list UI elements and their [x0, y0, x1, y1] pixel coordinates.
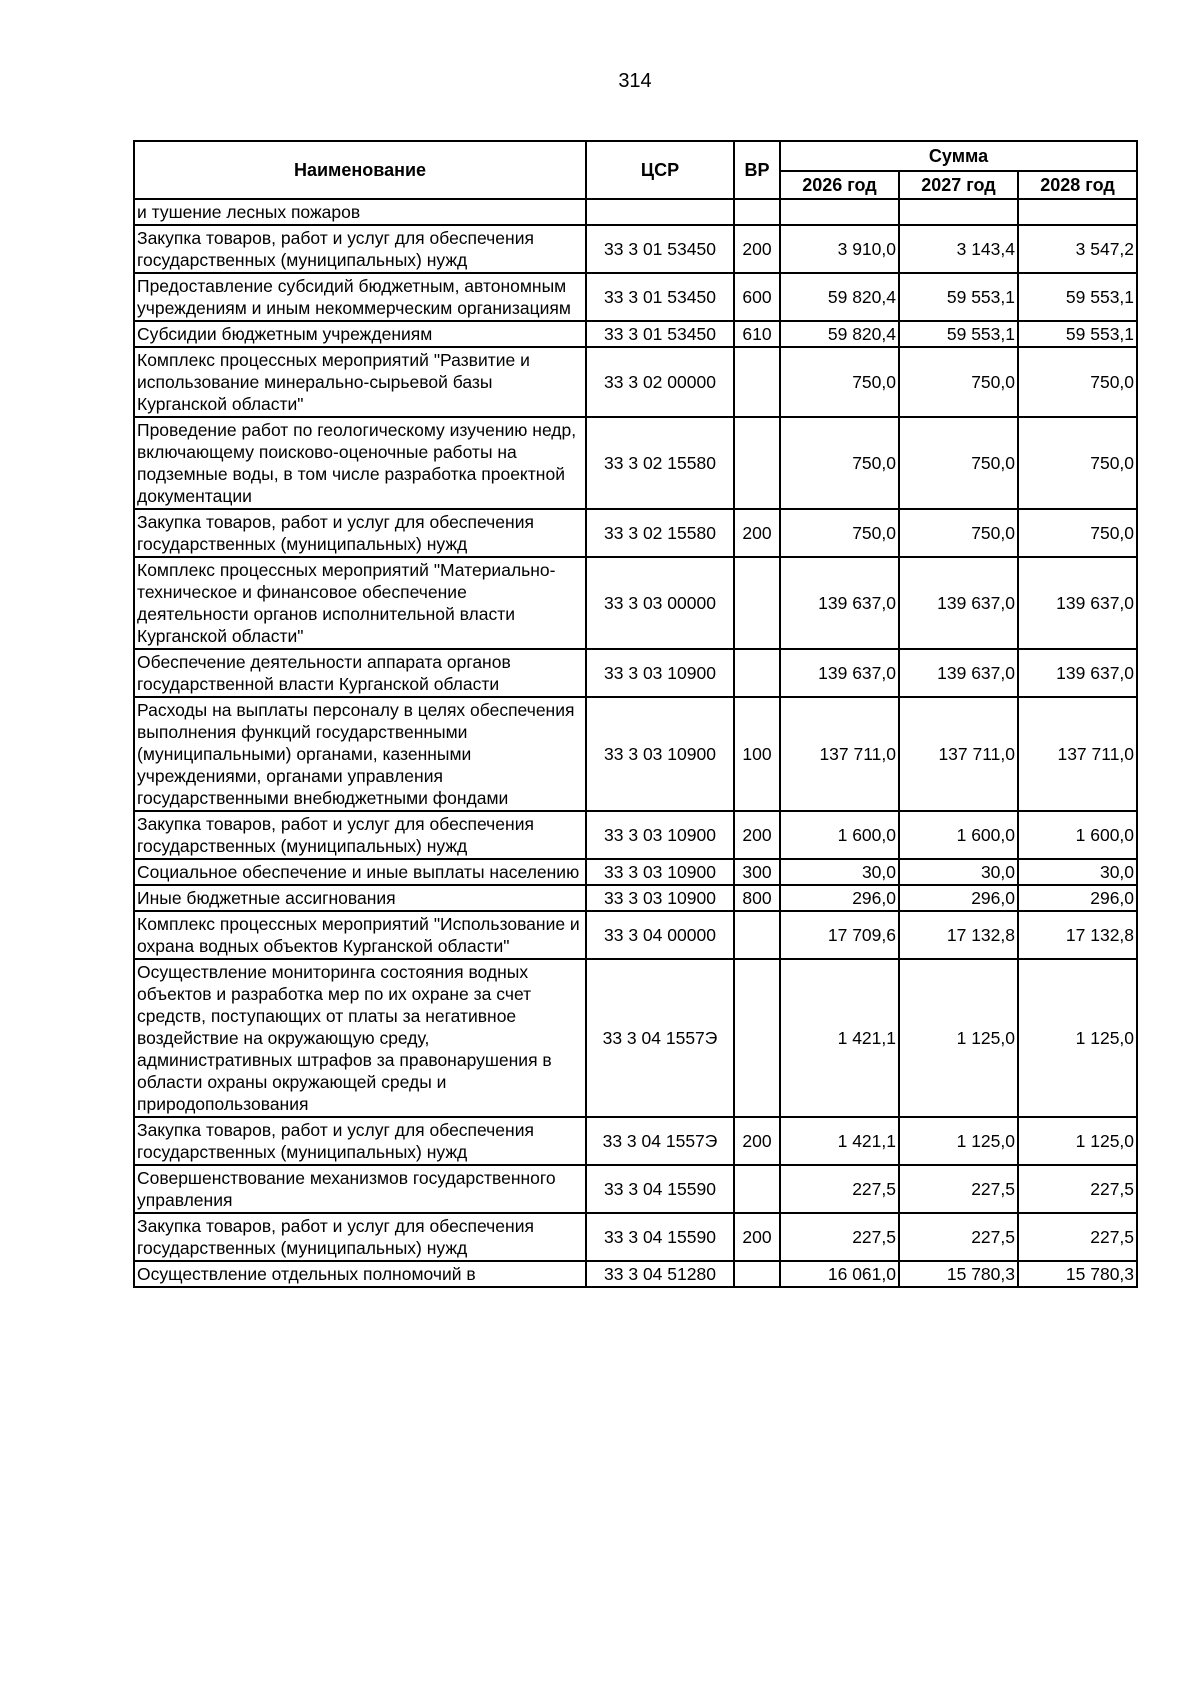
cell-vr — [734, 911, 780, 959]
cell-name: Закупка товаров, работ и услуг для обеспечения государственных (муниципальных) нужд — [134, 811, 586, 859]
cell-vr: 610 — [734, 321, 780, 347]
cell-2028: 1 125,0 — [1018, 959, 1137, 1117]
cell-vr: 200 — [734, 509, 780, 557]
cell-name: Совершенствование механизмов государственного управления — [134, 1165, 586, 1213]
cell-name: Проведение работ по геологическому изучению недр, включающему поисково-оценочные работы на подземные воды, в том числе разработка проектной документации — [134, 417, 586, 509]
cell-vr: 600 — [734, 273, 780, 321]
cell-2026: 139 637,0 — [780, 649, 899, 697]
table-row — [134, 1165, 1137, 1213]
cell-csr: 33 3 04 15590 — [586, 1165, 734, 1213]
cell-2028: 59 553,1 — [1018, 321, 1137, 347]
cell-2027: 59 553,1 — [899, 321, 1018, 347]
cell-vr — [734, 1261, 780, 1287]
cell-2026: 3 910,0 — [780, 225, 899, 273]
table-row — [134, 959, 1137, 1117]
cell-name: Комплекс процессных мероприятий "Развитие и использование минерально-сырьевой базы Курганской области" — [134, 347, 586, 417]
cell-2026: 59 820,4 — [780, 321, 899, 347]
cell-2027: 139 637,0 — [899, 649, 1018, 697]
cell-2027: 59 553,1 — [899, 273, 1018, 321]
cell-vr: 800 — [734, 885, 780, 911]
cell-2027: 1 125,0 — [899, 1117, 1018, 1165]
cell-csr: 33 3 04 15590 — [586, 1213, 734, 1261]
cell-csr: 33 3 03 00000 — [586, 557, 734, 649]
cell-2028: 15 780,3 — [1018, 1261, 1137, 1287]
cell-2027: 30,0 — [899, 859, 1018, 885]
cell-name: Субсидии бюджетным учреждениям — [134, 321, 586, 347]
cell-2026: 59 820,4 — [780, 273, 899, 321]
cell-vr — [734, 649, 780, 697]
cell-2027: 15 780,3 — [899, 1261, 1018, 1287]
cell-2028: 296,0 — [1018, 885, 1137, 911]
cell-csr: 33 3 04 00000 — [586, 911, 734, 959]
cell-name: Обеспечение деятельности аппарата органов государственной власти Курганской области — [134, 649, 586, 697]
header-year-2026: 2026 год — [780, 171, 899, 199]
cell-csr: 33 3 03 10900 — [586, 885, 734, 911]
cell-vr — [734, 557, 780, 649]
cell-name: Закупка товаров, работ и услуг для обеспечения государственных (муниципальных) нужд — [134, 509, 586, 557]
cell-csr: 33 3 03 10900 — [586, 859, 734, 885]
table-header — [134, 141, 1137, 199]
table-row — [134, 885, 1137, 911]
header-csr: ЦСР — [586, 141, 734, 199]
cell-name: Комплекс процессных мероприятий "Использование и охрана водных объектов Курганской области" — [134, 911, 586, 959]
cell-vr: 200 — [734, 225, 780, 273]
cell-name: Закупка товаров, работ и услуг для обеспечения государственных (муниципальных) нужд — [134, 1117, 586, 1165]
cell-2028: 139 637,0 — [1018, 649, 1137, 697]
cell-vr: 300 — [734, 859, 780, 885]
cell-2026: 30,0 — [780, 859, 899, 885]
cell-vr — [734, 199, 780, 225]
table-row — [134, 811, 1137, 859]
cell-vr — [734, 417, 780, 509]
cell-2028: 137 711,0 — [1018, 697, 1137, 811]
cell-2028: 227,5 — [1018, 1165, 1137, 1213]
cell-vr — [734, 1165, 780, 1213]
table-row — [134, 1117, 1137, 1165]
cell-2026: 227,5 — [780, 1165, 899, 1213]
cell-2028: 139 637,0 — [1018, 557, 1137, 649]
table-row — [134, 347, 1137, 417]
cell-2027: 296,0 — [899, 885, 1018, 911]
cell-vr: 200 — [734, 811, 780, 859]
table-row — [134, 649, 1137, 697]
cell-2026: 16 061,0 — [780, 1261, 899, 1287]
cell-2028: 750,0 — [1018, 417, 1137, 509]
cell-vr — [734, 959, 780, 1117]
cell-2028: 30,0 — [1018, 859, 1137, 885]
cell-csr: 33 3 04 1557Э — [586, 1117, 734, 1165]
cell-vr — [734, 347, 780, 417]
cell-2026: 750,0 — [780, 417, 899, 509]
cell-vr: 200 — [734, 1117, 780, 1165]
table-row — [134, 859, 1137, 885]
cell-vr: 200 — [734, 1213, 780, 1261]
cell-2027: 1 125,0 — [899, 959, 1018, 1117]
cell-2028: 17 132,8 — [1018, 911, 1137, 959]
header-year-2027: 2027 год — [899, 171, 1018, 199]
cell-name: Закупка товаров, работ и услуг для обеспечения государственных (муниципальных) нужд — [134, 1213, 586, 1261]
cell-name: Социальное обеспечение и иные выплаты населению — [134, 859, 586, 885]
header-name: Наименование — [134, 141, 586, 199]
cell-2026: 1 600,0 — [780, 811, 899, 859]
cell-2028: 1 600,0 — [1018, 811, 1137, 859]
cell-2028: 3 547,2 — [1018, 225, 1137, 273]
table-row — [134, 911, 1137, 959]
cell-2027: 1 600,0 — [899, 811, 1018, 859]
cell-csr: 33 3 03 10900 — [586, 811, 734, 859]
cell-2026: 137 711,0 — [780, 697, 899, 811]
cell-name: Осуществление отдельных полномочий в — [134, 1261, 586, 1287]
table-row — [134, 417, 1137, 509]
table-row — [134, 321, 1137, 347]
cell-name: Иные бюджетные ассигнования — [134, 885, 586, 911]
cell-2028: 750,0 — [1018, 509, 1137, 557]
page-number: 314 — [618, 70, 652, 92]
cell-2027: 137 711,0 — [899, 697, 1018, 811]
cell-csr: 33 3 04 1557Э — [586, 959, 734, 1117]
table-row — [134, 225, 1137, 273]
cell-2028: 59 553,1 — [1018, 273, 1137, 321]
cell-2027: 139 637,0 — [899, 557, 1018, 649]
cell-name: Расходы на выплаты персоналу в целях обеспечения выполнения функций государственными (муниципальными) органами, казенными учреждениями, органами управления государственными внебюджетными фондами — [134, 697, 586, 811]
cell-csr: 33 3 02 00000 — [586, 347, 734, 417]
table-row — [134, 557, 1137, 649]
cell-2028: 750,0 — [1018, 347, 1137, 417]
table-row — [134, 1261, 1137, 1287]
cell-2026: 17 709,6 — [780, 911, 899, 959]
cell-name: Закупка товаров, работ и услуг для обеспечения государственных (муниципальных) нужд — [134, 225, 586, 273]
cell-2026: 227,5 — [780, 1213, 899, 1261]
cell-name: Предоставление субсидий бюджетным, автономным учреждениям и иным некоммерческим организациям — [134, 273, 586, 321]
table-row — [134, 199, 1137, 225]
table-row — [134, 1213, 1137, 1261]
cell-name: и тушение лесных пожаров — [134, 199, 586, 225]
cell-2028: 1 125,0 — [1018, 1117, 1137, 1165]
table-row — [134, 697, 1137, 811]
table-body — [134, 199, 1137, 1287]
cell-name: Комплекс процессных мероприятий "Материально-техническое и финансовое обеспечение деятельности органов исполнительной власти Курганской области" — [134, 557, 586, 649]
header-year-2028: 2028 год — [1018, 171, 1137, 199]
cell-2027 — [899, 199, 1018, 225]
cell-2026: 296,0 — [780, 885, 899, 911]
header-vr: ВР — [734, 141, 780, 199]
table-row — [134, 509, 1137, 557]
cell-csr: 33 3 03 10900 — [586, 697, 734, 811]
cell-2027: 227,5 — [899, 1165, 1018, 1213]
cell-csr: 33 3 02 15580 — [586, 417, 734, 509]
cell-csr — [586, 199, 734, 225]
cell-csr: 33 3 04 51280 — [586, 1261, 734, 1287]
cell-csr: 33 3 01 53450 — [586, 321, 734, 347]
cell-2028 — [1018, 199, 1137, 225]
cell-csr: 33 3 01 53450 — [586, 225, 734, 273]
cell-2026 — [780, 199, 899, 225]
cell-2027: 750,0 — [899, 347, 1018, 417]
cell-2027: 750,0 — [899, 417, 1018, 509]
cell-2026: 1 421,1 — [780, 1117, 899, 1165]
budget-table — [133, 140, 1138, 1288]
cell-csr: 33 3 02 15580 — [586, 509, 734, 557]
table-row — [134, 273, 1137, 321]
cell-2027: 3 143,4 — [899, 225, 1018, 273]
cell-2026: 139 637,0 — [780, 557, 899, 649]
cell-2027: 227,5 — [899, 1213, 1018, 1261]
cell-2026: 750,0 — [780, 347, 899, 417]
cell-csr: 33 3 01 53450 — [586, 273, 734, 321]
cell-name: Осуществление мониторинга состояния водных объектов и разработка мер по их охране за счет средств, поступающих от платы за негативное воздействие на окружающую среду, административных штрафов за правонарушения в области охраны окружающей среды и природопользования — [134, 959, 586, 1117]
cell-2026: 1 421,1 — [780, 959, 899, 1117]
cell-2026: 750,0 — [780, 509, 899, 557]
cell-2027: 750,0 — [899, 509, 1018, 557]
header-sum: Сумма — [780, 141, 1137, 171]
cell-csr: 33 3 03 10900 — [586, 649, 734, 697]
cell-2027: 17 132,8 — [899, 911, 1018, 959]
cell-vr: 100 — [734, 697, 780, 811]
cell-2028: 227,5 — [1018, 1213, 1137, 1261]
